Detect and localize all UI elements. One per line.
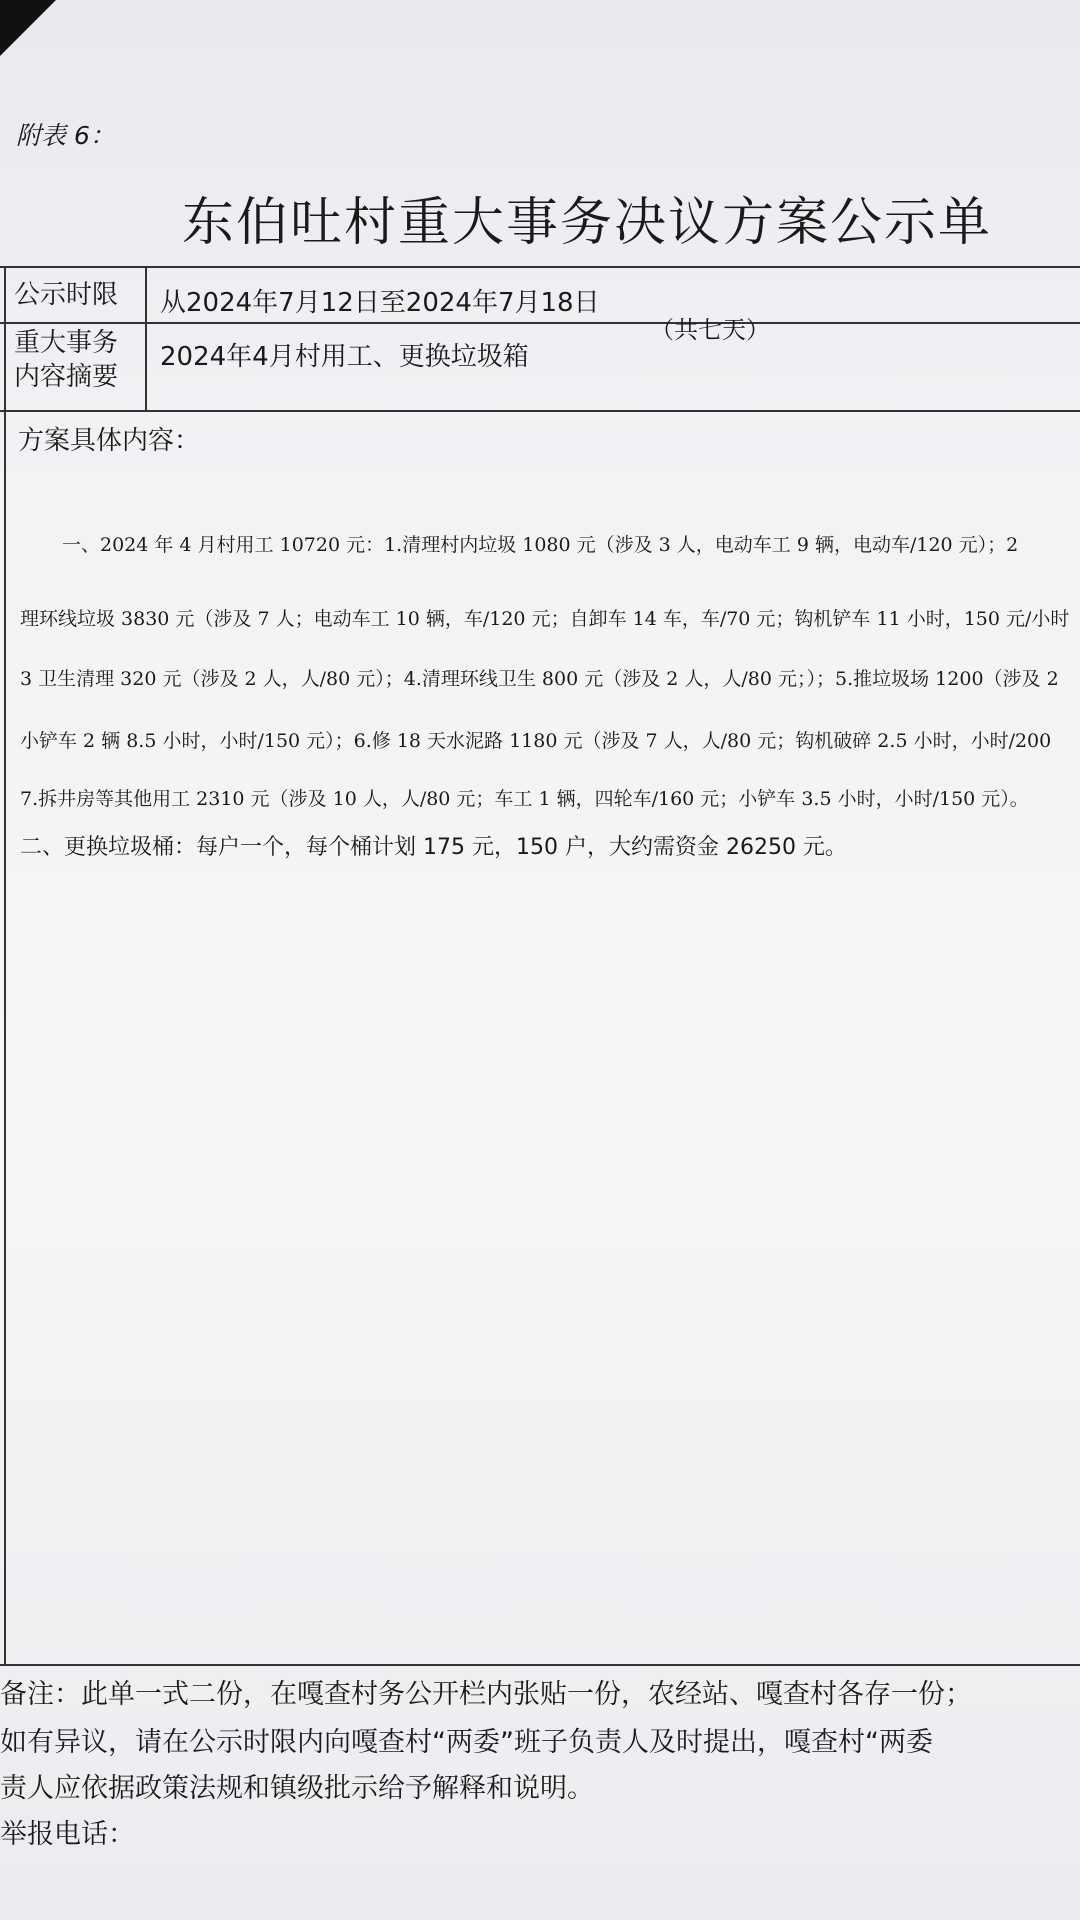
appendix-label: 附表 6： <box>16 121 115 150</box>
content-line: 小铲车 2 辆 8.5 小时，小时/150 元）；6.修 18 天水泥路 1180 元（涉及 7 人，人/80 元；钩机破碎 2.5 小时，小时/200 <box>20 730 1052 752</box>
page-left-border <box>4 266 6 1666</box>
period-value: 从2024年7月12日至2024年7月18日 <box>160 288 600 318</box>
content-line: 3 卫生清理 320 元（涉及 2 人，人/80 元）；4.清理环线卫生 800 元（涉及 2 人，人/80 元；）；5.推垃圾场 1200（涉及 2 <box>20 668 1059 690</box>
period-label: 公示时限 <box>14 280 119 310</box>
content-line: 一、2024 年 4 月村用工 10720 元：1.清理村内垃圾 1080 元（涉及 3 人，电动车工 9 辆，电动车/120 元）；2 <box>62 534 1019 556</box>
footer-note-line: 如有异议，请在公示时限内向嘎查村“两委”班子负责人及时提出，嘎查村“两委 <box>0 1727 933 1758</box>
content-item-2: 二、更换垃圾桶：每户一个，每个桶计划 175 元，150 户，大约需资金 26250 元。 <box>20 835 847 860</box>
footer-top-border <box>0 1664 1080 1666</box>
content-heading: 方案具体内容： <box>18 426 201 456</box>
summary-label: 重大事务内容摘要 <box>14 328 119 392</box>
period-days: （共七天） <box>650 316 770 344</box>
table-row-divider <box>0 322 1080 324</box>
footer-note-line: 责人应依据政策法规和镇级批示给予解释和说明。 <box>0 1773 594 1804</box>
content-line: 7.拆井房等其他用工 2310 元（涉及 10 人，人/80 元；车工 1 辆，四轮车/160 元；小铲车 3.5 小时，小时/150 元）。 <box>20 788 1029 810</box>
table-top-border <box>0 266 1080 268</box>
page-corner-shadow <box>0 0 56 56</box>
report-phone-label: 举报电话： <box>0 1819 135 1850</box>
table-bottom-border <box>0 410 1080 412</box>
table-column-divider <box>145 266 147 412</box>
footer-note-line: 备注：此单一式二份，在嘎查村务公开栏内张贴一份，农经站、嘎查村各存一份； <box>0 1679 972 1710</box>
summary-value: 2024年4月村用工、更换垃圾箱 <box>160 342 529 372</box>
document-title: 东伯吐村重大事务决议方案公示单 <box>182 193 993 253</box>
content-line: 理环线垃圾 3830 元（涉及 7 人；电动车工 10 辆，车/120 元；自卸车 14 车，车/70 元；钩机铲车 11 小时，150 元/小时 <box>20 608 1070 630</box>
